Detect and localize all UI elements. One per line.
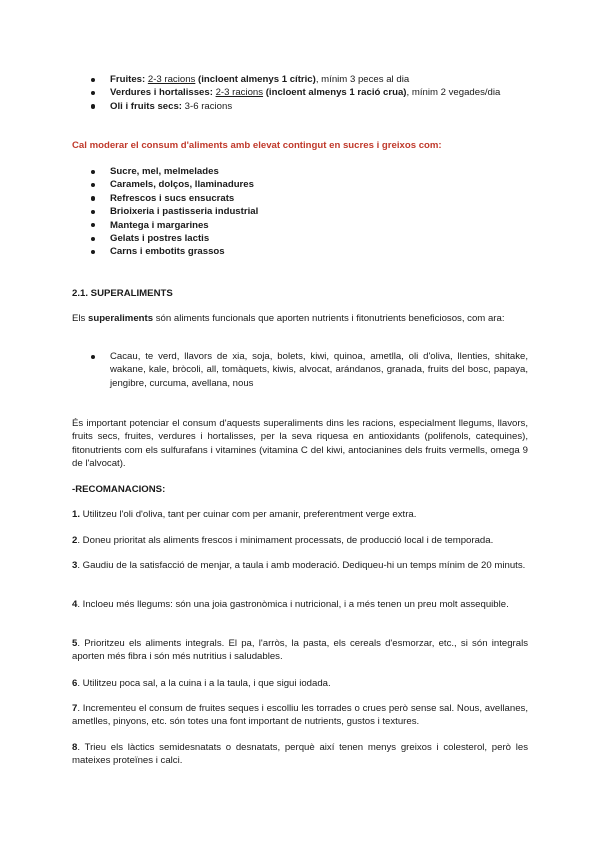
list-item: Carns i embotits grassos xyxy=(72,245,528,258)
list-item: Caramels, dolços, llaminadures xyxy=(72,178,528,191)
list-item: Verdures i hortalisses: 2-3 racions (incloent almenys 1 ració crua), mínim 2 vegades/dia xyxy=(72,86,528,99)
importance-paragraph: És important potenciar el consum d'aquests superaliments dins les racions, especialment llegums, llavors, fruits secs, fruites, verdures i hortalisses, per la seva riquesa en antioxidants (polifenols, catequines), fitonutrients com els sulfurafans i vitamines (vitamina C del kiwi, antocianines dels fruits vermells, omega 9 de l'alvocat). xyxy=(72,418,528,470)
moderate-list xyxy=(72,165,528,259)
recommendation-2: 2. Doneu prioritat als aliments frescos i minimament processats, de producció local i de temporada. xyxy=(72,535,494,546)
recommendation-7: 7. Incrementeu el consum de fruites seques i escolliu les torrades o crues però sense sal. Nous, avellanes, ametlles, pinyons, etc. són totes una font important de nutrients, gustos i textures. xyxy=(72,703,528,728)
moderate-heading: Cal moderar el consum d'aliments amb elevat contingut en sucres i greixos com: xyxy=(72,140,442,151)
list-item: Sucre, mel, melmelades xyxy=(72,165,528,178)
list-item: Gelats i postres lactis xyxy=(72,232,528,245)
recommendation-4: 4. Incloeu més llegums: són una joia gastronòmica i nutricional, i a més tenen un preu molt assequible. xyxy=(72,599,509,610)
portions-list xyxy=(72,73,528,113)
portions-link[interactable]: 2-3 racions xyxy=(215,87,264,99)
recommendation-5: 5. Prioritzeu els aliments integrals. El pa, l'arròs, la pasta, els cereals d'esmorzar, etc., si són integrals aporten més fibra i són més nutritius i saludables. xyxy=(72,638,528,663)
list-item: Oli i fruits secs: 3-6 racions xyxy=(72,100,528,113)
recommendations-heading: -RECOMANACIONS: xyxy=(72,484,166,495)
list-item: Brioixeria i pastisseria industrial xyxy=(72,205,528,218)
recommendation-6: 6. Utilitzeu poca sal, a la cuina i a la taula, i que sigui iodada. xyxy=(72,678,331,689)
list-item: Cacau, te verd, llavors de xia, soja, bolets, kiwi, quinoa, ametlla, oli d'oliva, llenties, shitake, wakane, kale, bròcoli, all, tomàquets, kiwis, alvocat, arándanos, granada, fruits del bosc, papaya, jengibre, curcuma, avellana, nous xyxy=(72,350,528,390)
list-item: Mantega i margarines xyxy=(72,219,528,232)
superfoods-intro: Els superaliments són aliments funcionals que aporten nutrients i fitonutrients beneficiosos, com ara: xyxy=(72,313,505,324)
recommendation-8: 8. Trieu els làctics semidesnatats o desnatats, perquè així tenen menys greixos i colesterol, però les mateixes proteïnes i calci. xyxy=(72,742,528,767)
list-item: Fruites: 2-3 racions (incloent almenys 1 cítric), mínim 3 peces al dia xyxy=(72,73,528,86)
superfoods-list xyxy=(72,350,528,390)
portions-link[interactable]: 2-3 racions xyxy=(147,74,196,85)
section-title: 2.1. SUPERALIMENTS xyxy=(72,288,173,299)
list-item: Refrescos i sucs ensucrats xyxy=(72,192,528,205)
recommendation-3: 3. Gaudiu de la satisfacció de menjar, a taula i amb moderació. Dediqueu-hi un temps mínim de 20 minuts. xyxy=(72,560,526,571)
recommendation-1: 1. Utilitzeu l'oli d'oliva, tant per cuinar com per amanir, preferentment verge extra. xyxy=(72,509,417,520)
